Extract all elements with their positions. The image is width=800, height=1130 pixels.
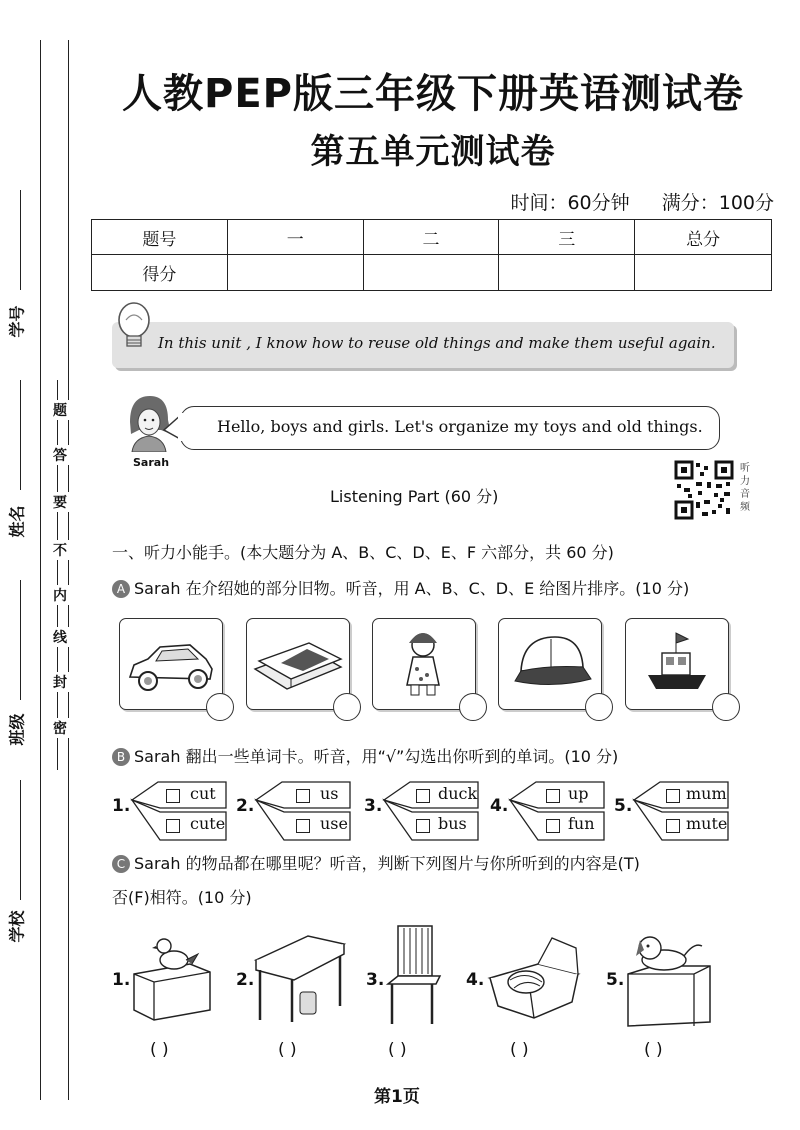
time-limit: 时间：60分钟 — [510, 192, 630, 214]
car-icon — [120, 619, 220, 707]
word-checkbox[interactable] — [296, 789, 310, 803]
field-student-id-line[interactable] — [20, 190, 21, 290]
word-checkbox[interactable] — [296, 819, 310, 833]
seal-char: 不 — [51, 540, 69, 560]
seal-char: 密 — [51, 718, 69, 738]
exam-meta — [510, 188, 774, 215]
word-option: us — [320, 784, 339, 803]
listening-title: Listening Part (60 分) — [330, 487, 499, 506]
word-checkbox[interactable] — [546, 789, 560, 803]
word-option: mute — [686, 814, 728, 833]
field-name-line[interactable] — [20, 380, 21, 490]
partC-badge: C — [112, 855, 130, 873]
word-checkbox[interactable] — [666, 789, 680, 803]
partC-instruction-line2: 否(F)相符。(10 分) — [112, 888, 252, 907]
card-number: 3. — [364, 796, 383, 816]
sarah-name: Sarah — [133, 456, 170, 469]
field-name: 姓名 — [7, 505, 27, 538]
chair-icon — [384, 922, 444, 1028]
order-circle[interactable] — [333, 693, 361, 721]
item-number: 1. — [112, 970, 131, 990]
item-number: 5. — [606, 970, 625, 990]
score-row-label: 得分 — [92, 255, 228, 291]
field-school-line[interactable] — [20, 780, 21, 900]
seal-char: 封 — [51, 672, 69, 692]
partA-picture — [372, 618, 476, 710]
partA-picture — [498, 618, 602, 710]
item-number: 3. — [366, 970, 385, 990]
ship-icon — [626, 619, 726, 707]
margin-border-left — [40, 40, 41, 1100]
seal-char: 线 — [51, 627, 69, 647]
speech-bubble — [180, 406, 720, 450]
score-cell[interactable] — [635, 255, 772, 291]
score-header: 二 — [363, 220, 499, 255]
word-card — [508, 778, 608, 844]
card-number: 4. — [490, 796, 509, 816]
partC-instruction: C Sarah 的物品都在哪里呢？听音，判断下列图片与你所听到的内容是(T) — [112, 851, 640, 874]
word-option: up — [568, 784, 589, 803]
answer-blank[interactable]: ( ) — [644, 1040, 663, 1060]
word-checkbox[interactable] — [416, 819, 430, 833]
seal-char: 答 — [51, 445, 69, 465]
speech-text: Hello, boys and girls. Let's organize my toys and old things. — [217, 417, 703, 436]
score-cell[interactable] — [499, 255, 635, 291]
qr-label: 听力音频 — [740, 463, 750, 513]
word-option: cute — [190, 814, 226, 833]
word-option: mum — [686, 784, 727, 803]
lightbulb-icon — [112, 300, 156, 356]
field-class-line[interactable] — [20, 580, 21, 700]
partB-instruction: B Sarah 翻出一些单词卡。听音，用“√”勾选出你听到的单词。(10 分) — [112, 744, 618, 767]
score-cell[interactable] — [363, 255, 499, 291]
order-circle[interactable] — [712, 693, 740, 721]
word-checkbox[interactable] — [546, 819, 560, 833]
partB-badge: B — [112, 748, 130, 766]
word-option: use — [320, 814, 348, 833]
order-circle[interactable] — [585, 693, 613, 721]
full-score: 满分：100分 — [661, 192, 774, 214]
seal-char: 内 — [51, 585, 69, 605]
section1-heading: 一、听力小能手。(本大题分为 A、B、C、D、E、F 六部分，共 60 分) — [112, 543, 614, 562]
seal-line — [57, 380, 58, 770]
card-number: 2. — [236, 796, 255, 816]
order-circle[interactable] — [206, 693, 234, 721]
order-circle[interactable] — [459, 693, 487, 721]
goal-banner — [112, 322, 734, 368]
goal-text: In this unit , I know how to reuse old things and make them useful again. — [158, 334, 716, 352]
field-school: 学校 — [7, 910, 27, 943]
score-header: 三 — [499, 220, 635, 255]
answer-blank[interactable]: ( ) — [278, 1040, 297, 1060]
page-number: 第1页 — [374, 1087, 420, 1107]
seal-char: 要 — [51, 492, 69, 512]
page-title: 人教PEP版三年级下册英语测试卷 — [122, 71, 744, 117]
word-checkbox[interactable] — [166, 789, 180, 803]
score-header: 题号 — [92, 220, 228, 255]
partA-picture — [246, 618, 350, 710]
answer-blank[interactable]: ( ) — [388, 1040, 407, 1060]
seal-char: 题 — [51, 400, 69, 420]
qr-code-icon[interactable] — [674, 460, 734, 520]
partA-picture — [625, 618, 729, 710]
dog-on-box-icon — [624, 926, 714, 1030]
field-student-id: 学号 — [7, 305, 27, 338]
word-checkbox[interactable] — [416, 789, 430, 803]
book-icon — [247, 619, 347, 707]
partA-picture — [119, 618, 223, 710]
item-number: 4. — [466, 970, 485, 990]
card-number: 1. — [112, 796, 131, 816]
score-header: 一 — [227, 220, 363, 255]
word-option: fun — [568, 814, 595, 833]
answer-blank[interactable]: ( ) — [510, 1040, 529, 1060]
partA-instruction: A Sarah 在介绍她的部分旧物。听音，用 A、B、C、D、E 给图片排序。(10 分) — [112, 576, 689, 599]
doll-icon — [373, 619, 473, 707]
partA-badge: A — [112, 580, 130, 598]
word-checkbox[interactable] — [166, 819, 180, 833]
cap-icon — [499, 619, 599, 707]
ball-in-box-icon — [484, 934, 584, 1024]
score-cell[interactable] — [227, 255, 363, 291]
answer-blank[interactable]: ( ) — [150, 1040, 169, 1060]
word-card — [254, 778, 354, 844]
score-header: 总分 — [635, 220, 772, 255]
word-checkbox[interactable] — [666, 819, 680, 833]
word-option: cut — [190, 784, 216, 803]
page-subtitle: 第五单元测试卷 — [310, 132, 556, 172]
item-number: 2. — [236, 970, 255, 990]
desk-with-bag-icon — [252, 930, 348, 1026]
margin-border-right — [68, 40, 69, 1100]
word-option: duck — [438, 784, 478, 803]
bird-on-box-icon — [130, 930, 214, 1026]
card-number: 5. — [614, 796, 633, 816]
field-class: 班级 — [7, 713, 27, 746]
word-option: bus — [438, 814, 467, 833]
score-table — [91, 219, 772, 291]
